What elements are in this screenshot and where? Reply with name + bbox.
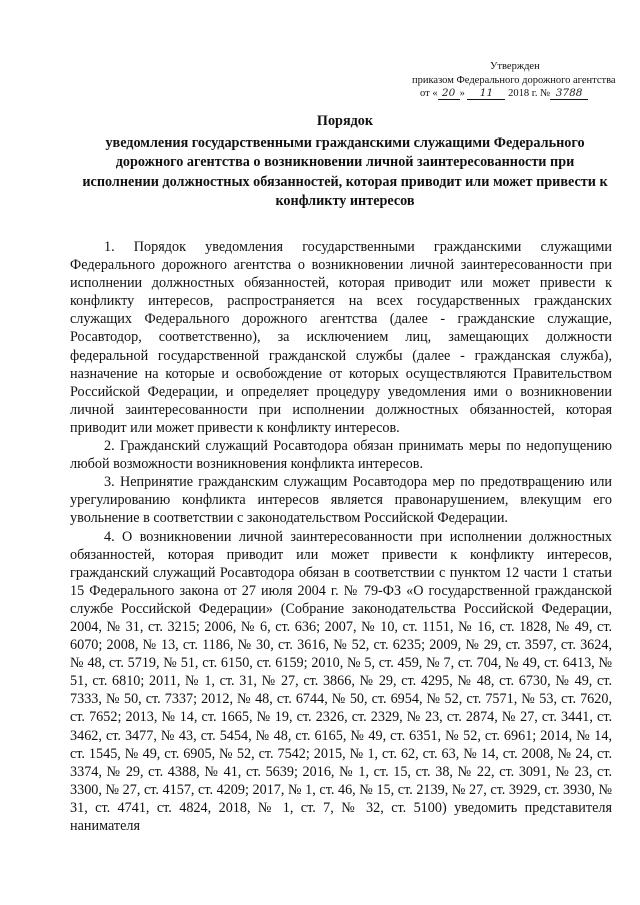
date-quote-close: » xyxy=(459,88,465,99)
handwritten-order-number: 3788 xyxy=(550,88,588,100)
date-prefix: от « xyxy=(420,88,438,99)
document-heading xyxy=(80,112,610,212)
date-year: 2018 г. xyxy=(508,88,538,99)
handwritten-month: 11 xyxy=(467,88,505,100)
document-title: Порядок xyxy=(316,113,374,129)
approval-stamp xyxy=(372,60,620,101)
document-subtitle: уведомления государственными гражданскими служащими Федерального дорожного агентства о возникновении личной заинтересованности при исполнении должностных обязанностей, которая приводит или может привести к конфликту интересов xyxy=(82,134,608,209)
approval-title: Утвержден xyxy=(490,61,540,72)
approval-order-line: приказом Федерального дорожного агентства xyxy=(412,74,616,86)
handwritten-day: 20 xyxy=(438,88,460,100)
approval-date-line xyxy=(372,87,620,101)
paragraph-2: 2. Гражданский служащий Росавтодора обязан принимать меры по недопущению любой возможности возникновения конфликта интересов. xyxy=(70,438,612,473)
number-label: № xyxy=(540,88,551,99)
paragraph-1: 1. Порядок уведомления государственными гражданскими служащими Федерального дорожного агентства о возникновении личной заинтересованности при исполнении должностных обязанностей, которая приводит или может привести к конфликту интересов, распространяется на всех государственных гражданских служащих Федерального дорожного агентства (далее - гражданские служащие, Росавтодор, соответственно), за исключением лиц, замещающих должности федеральной государственной гражданской службы (далее - гражданская служба), назначение на которые и освобождение от которых осуществляются Правительством Российской Федерации, и определяет процедуру уведомления ими о возникновении личной заинтересованности при исполнении должностных обязанностей, которая приводит или может привести к конфликту интересов. xyxy=(70,239,612,436)
paragraph-3: 3. Непринятие гражданским служащим Росавтодора мер по предотвращению или урегулированию конфликта интересов является правонарушением, влекущим его увольнение в соответствии с законодательством Российской Федерации. xyxy=(70,474,612,527)
document-body xyxy=(70,238,612,835)
paragraph-4: 4. О возникновении личной заинтересованности при исполнении должностных обязанностей, которая приводит или может привести к конфликту интересов, гражданский служащий Росавтодора обязан в соответствии с пунктом 12 части 1 статьи 15 Федерального закона от 27 июля 2004 г. № 79-ФЗ «О государственной гражданской службе Российской Федерации» (Собрание законодательства Российской Федерации, 2004, № 31, ст. 3215; 2006, № 6, ст. 636; 2007, № 10, ст. 1151, № 16, ст. 1828, № 49, ст. 6070; 2008, № 13, ст. 1186, № 30, ст. 3616, № 52, ст. 6235; 2009, № 29, ст. 3597, ст. 3624, № 48, ст. 5719, № 51, ст. 6150, ст. 6159; 2010, № 5, ст. 459, № 7, ст. 704, № 49, ст. 6413, № 51, ст. 6810; 2011, № 1, ст. 31, № 27, ст. 3866, № 29, ст. 4295, № 48, ст. 6730, № 49, ст. 7333, № 50, ст. 7337; 2012, № 48, ст. 6744, № 50, ст. 6954, № 52, ст. 7571, № 53, ст. 7620, ст. 7652; 2013, № 14, ст. 1665, № 19, ст. 2326, ст. 2329, № 23, ст. 2874, № 27, ст. 3441, ст. 3462, ст. 3477, № 43, ст. 5454, № 48, ст. 6165, № 49, ст. 6351, № 52, ст. 6961; 2014, № 14, ст. 1545, № 49, ст. 6905, № 52, ст. 7542; 2015, № 1, ст. 62, ст. 63, № 14, ст. 2008, № 24, ст. 3374, № 29, ст. 4388, № 41, ст. 5639; 2016, № 1, ст. 15, ст. 38, № 22, ст. 3091, № 23, ст. 3300, № 27, ст. 4157, ст. 4209; 2017, № 1, ст. 46, № 15, ст. 2139, № 27, ст. 3929, ст. 3930, № 31, ст. 4741, ст. 4824, 2018, № 1, ст. 7, № 32, ст. 5100) уведомить представителя нанимателя xyxy=(70,528,612,834)
